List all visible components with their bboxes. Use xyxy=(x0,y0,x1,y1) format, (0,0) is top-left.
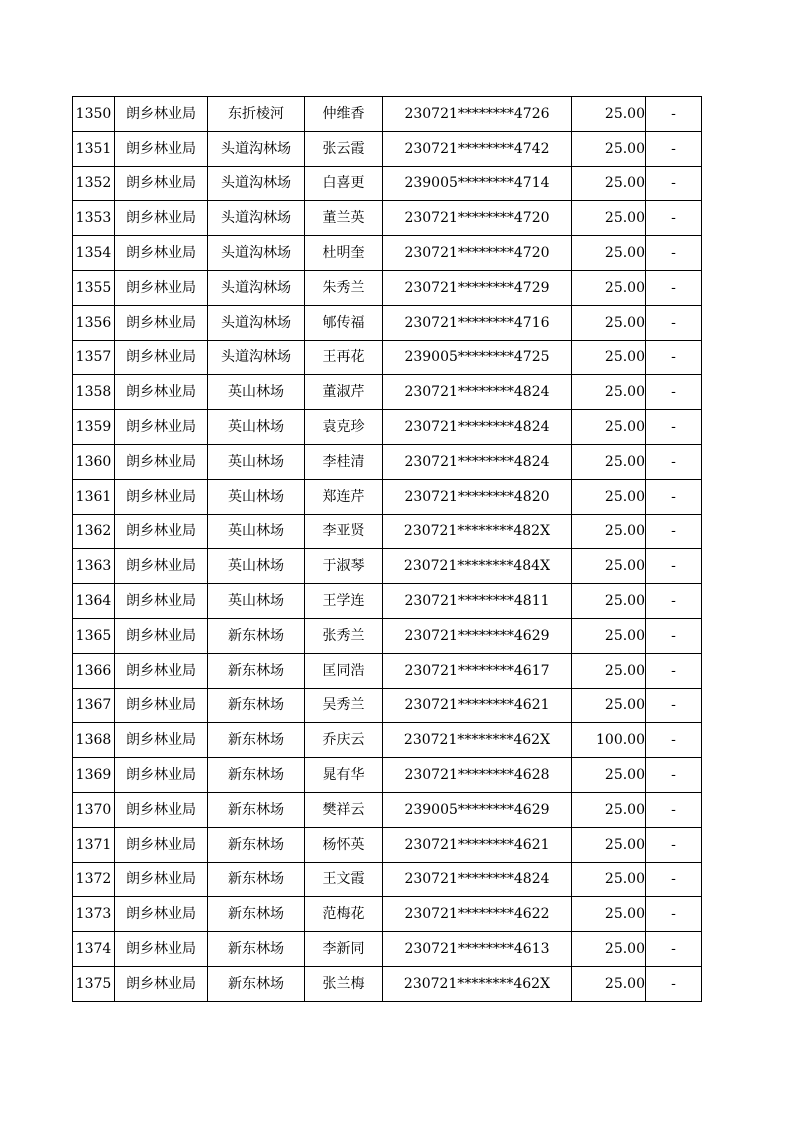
row-remark-cell: - xyxy=(646,897,702,932)
row-name-cell: 仲维香 xyxy=(305,97,383,132)
row-id-cell: 230721********4811 xyxy=(383,584,572,619)
row-amount-cell: 25.00 xyxy=(572,688,646,723)
row-amount-cell: 25.00 xyxy=(572,758,646,793)
row-seq-cell: 1357 xyxy=(73,340,115,375)
row-id-cell: 230721********4622 xyxy=(383,897,572,932)
row-id-cell: 230721********4613 xyxy=(383,932,572,967)
row-id-cell: 230721********4720 xyxy=(383,201,572,236)
row-remark-cell: - xyxy=(646,792,702,827)
row-name-cell: 张兰梅 xyxy=(305,966,383,1001)
row-bureau-cell: 朗乡林业局 xyxy=(115,131,208,166)
row-seq-cell: 1361 xyxy=(73,479,115,514)
row-amount-cell: 25.00 xyxy=(572,270,646,305)
row-name-cell: 王学连 xyxy=(305,584,383,619)
row-name-cell: 乔庆云 xyxy=(305,723,383,758)
row-remark-cell: - xyxy=(646,862,702,897)
row-id-cell: 239005********4629 xyxy=(383,792,572,827)
row-bureau-cell: 朗乡林业局 xyxy=(115,862,208,897)
row-amount-cell: 25.00 xyxy=(572,966,646,1001)
row-farm-cell: 新东林场 xyxy=(208,653,305,688)
row-id-cell: 230721********4729 xyxy=(383,270,572,305)
row-remark-cell: - xyxy=(646,688,702,723)
row-bureau-cell: 朗乡林业局 xyxy=(115,966,208,1001)
row-farm-cell: 头道沟林场 xyxy=(208,131,305,166)
row-name-cell: 匡同浩 xyxy=(305,653,383,688)
row-id-cell: 230721********4726 xyxy=(383,97,572,132)
row-id-cell: 230721********4621 xyxy=(383,827,572,862)
row-id-cell: 230721********484X xyxy=(383,549,572,584)
row-remark-cell: - xyxy=(646,270,702,305)
row-farm-cell: 英山林场 xyxy=(208,444,305,479)
row-seq-cell: 1375 xyxy=(73,966,115,1001)
table-row xyxy=(73,653,702,688)
table-row xyxy=(73,758,702,793)
row-remark-cell: - xyxy=(646,410,702,445)
row-amount-cell: 25.00 xyxy=(572,201,646,236)
row-seq-cell: 1360 xyxy=(73,444,115,479)
table-row xyxy=(73,270,702,305)
row-name-cell: 晁有华 xyxy=(305,758,383,793)
row-seq-cell: 1358 xyxy=(73,375,115,410)
row-id-cell: 230721********4824 xyxy=(383,375,572,410)
row-farm-cell: 英山林场 xyxy=(208,375,305,410)
row-seq-cell: 1371 xyxy=(73,827,115,862)
row-name-cell: 王文霞 xyxy=(305,862,383,897)
row-name-cell: 朱秀兰 xyxy=(305,270,383,305)
row-farm-cell: 新东林场 xyxy=(208,792,305,827)
table-row xyxy=(73,966,702,1001)
table-row xyxy=(73,410,702,445)
row-name-cell: 范梅花 xyxy=(305,897,383,932)
row-name-cell: 李新同 xyxy=(305,932,383,967)
row-bureau-cell: 朗乡林业局 xyxy=(115,792,208,827)
row-amount-cell: 25.00 xyxy=(572,618,646,653)
row-id-cell: 230721********462X xyxy=(383,723,572,758)
row-remark-cell: - xyxy=(646,166,702,201)
table-row xyxy=(73,166,702,201)
row-name-cell: 白喜更 xyxy=(305,166,383,201)
row-bureau-cell: 朗乡林业局 xyxy=(115,723,208,758)
row-farm-cell: 头道沟林场 xyxy=(208,340,305,375)
row-name-cell: 张云霞 xyxy=(305,131,383,166)
row-bureau-cell: 朗乡林业局 xyxy=(115,410,208,445)
table-row xyxy=(73,236,702,271)
row-bureau-cell: 朗乡林业局 xyxy=(115,758,208,793)
row-seq-cell: 1354 xyxy=(73,236,115,271)
row-bureau-cell: 朗乡林业局 xyxy=(115,375,208,410)
row-remark-cell: - xyxy=(646,514,702,549)
records-body xyxy=(73,97,702,1002)
row-bureau-cell: 朗乡林业局 xyxy=(115,201,208,236)
row-amount-cell: 100.00 xyxy=(572,723,646,758)
row-id-cell: 230721********4621 xyxy=(383,688,572,723)
table-row xyxy=(73,932,702,967)
row-remark-cell: - xyxy=(646,97,702,132)
row-seq-cell: 1367 xyxy=(73,688,115,723)
row-remark-cell: - xyxy=(646,479,702,514)
row-seq-cell: 1351 xyxy=(73,131,115,166)
row-seq-cell: 1370 xyxy=(73,792,115,827)
row-farm-cell: 新东林场 xyxy=(208,618,305,653)
row-name-cell: 杨怀英 xyxy=(305,827,383,862)
row-seq-cell: 1356 xyxy=(73,305,115,340)
row-farm-cell: 新东林场 xyxy=(208,758,305,793)
row-id-cell: 230721********4824 xyxy=(383,444,572,479)
row-amount-cell: 25.00 xyxy=(572,444,646,479)
row-seq-cell: 1364 xyxy=(73,584,115,619)
row-seq-cell: 1369 xyxy=(73,758,115,793)
row-id-cell: 230721********4824 xyxy=(383,862,572,897)
row-bureau-cell: 朗乡林业局 xyxy=(115,549,208,584)
row-farm-cell: 新东林场 xyxy=(208,897,305,932)
row-farm-cell: 英山林场 xyxy=(208,549,305,584)
table-row xyxy=(73,618,702,653)
row-seq-cell: 1359 xyxy=(73,410,115,445)
row-farm-cell: 头道沟林场 xyxy=(208,305,305,340)
row-id-cell: 230721********4716 xyxy=(383,305,572,340)
row-amount-cell: 25.00 xyxy=(572,410,646,445)
row-farm-cell: 新东林场 xyxy=(208,966,305,1001)
table-row xyxy=(73,305,702,340)
row-id-cell: 230721********4820 xyxy=(383,479,572,514)
row-seq-cell: 1350 xyxy=(73,97,115,132)
row-amount-cell: 25.00 xyxy=(572,897,646,932)
row-seq-cell: 1368 xyxy=(73,723,115,758)
row-name-cell: 李亚贤 xyxy=(305,514,383,549)
row-seq-cell: 1362 xyxy=(73,514,115,549)
row-id-cell: 230721********482X xyxy=(383,514,572,549)
row-id-cell: 239005********4714 xyxy=(383,166,572,201)
row-remark-cell: - xyxy=(646,549,702,584)
row-bureau-cell: 朗乡林业局 xyxy=(115,932,208,967)
table-row xyxy=(73,584,702,619)
table-row xyxy=(73,827,702,862)
row-id-cell: 230721********4824 xyxy=(383,410,572,445)
row-bureau-cell: 朗乡林业局 xyxy=(115,584,208,619)
row-id-cell: 230721********4628 xyxy=(383,758,572,793)
row-id-cell: 239005********4725 xyxy=(383,340,572,375)
row-name-cell: 袁克珍 xyxy=(305,410,383,445)
row-id-cell: 230721********4617 xyxy=(383,653,572,688)
table-row xyxy=(73,549,702,584)
row-name-cell: 樊祥云 xyxy=(305,792,383,827)
table-row xyxy=(73,514,702,549)
row-amount-cell: 25.00 xyxy=(572,340,646,375)
row-farm-cell: 英山林场 xyxy=(208,584,305,619)
row-remark-cell: - xyxy=(646,305,702,340)
row-bureau-cell: 朗乡林业局 xyxy=(115,340,208,375)
row-remark-cell: - xyxy=(646,966,702,1001)
row-name-cell: 杜明奎 xyxy=(305,236,383,271)
row-amount-cell: 25.00 xyxy=(572,549,646,584)
row-seq-cell: 1365 xyxy=(73,618,115,653)
row-remark-cell: - xyxy=(646,236,702,271)
row-remark-cell: - xyxy=(646,618,702,653)
row-name-cell: 董兰英 xyxy=(305,201,383,236)
row-bureau-cell: 朗乡林业局 xyxy=(115,305,208,340)
row-amount-cell: 25.00 xyxy=(572,514,646,549)
row-remark-cell: - xyxy=(646,201,702,236)
row-name-cell: 王再花 xyxy=(305,340,383,375)
row-bureau-cell: 朗乡林业局 xyxy=(115,897,208,932)
row-seq-cell: 1353 xyxy=(73,201,115,236)
row-name-cell: 董淑芹 xyxy=(305,375,383,410)
row-name-cell: 张秀兰 xyxy=(305,618,383,653)
row-amount-cell: 25.00 xyxy=(572,305,646,340)
row-amount-cell: 25.00 xyxy=(572,236,646,271)
row-bureau-cell: 朗乡林业局 xyxy=(115,97,208,132)
row-bureau-cell: 朗乡林业局 xyxy=(115,653,208,688)
row-id-cell: 230721********4629 xyxy=(383,618,572,653)
records-table xyxy=(72,96,702,1002)
row-name-cell: 吴秀兰 xyxy=(305,688,383,723)
row-farm-cell: 新东林场 xyxy=(208,862,305,897)
table-row xyxy=(73,897,702,932)
row-seq-cell: 1363 xyxy=(73,549,115,584)
row-amount-cell: 25.00 xyxy=(572,375,646,410)
row-amount-cell: 25.00 xyxy=(572,166,646,201)
row-bureau-cell: 朗乡林业局 xyxy=(115,688,208,723)
row-amount-cell: 25.00 xyxy=(572,584,646,619)
row-amount-cell: 25.00 xyxy=(572,653,646,688)
row-seq-cell: 1355 xyxy=(73,270,115,305)
row-remark-cell: - xyxy=(646,653,702,688)
row-amount-cell: 25.00 xyxy=(572,827,646,862)
row-amount-cell: 25.00 xyxy=(572,862,646,897)
table-row xyxy=(73,375,702,410)
row-farm-cell: 头道沟林场 xyxy=(208,270,305,305)
row-remark-cell: - xyxy=(646,444,702,479)
row-farm-cell: 新东林场 xyxy=(208,932,305,967)
row-bureau-cell: 朗乡林业局 xyxy=(115,618,208,653)
table-row xyxy=(73,688,702,723)
table-row xyxy=(73,97,702,132)
row-remark-cell: - xyxy=(646,758,702,793)
row-farm-cell: 英山林场 xyxy=(208,479,305,514)
row-remark-cell: - xyxy=(646,932,702,967)
row-farm-cell: 头道沟林场 xyxy=(208,236,305,271)
row-farm-cell: 新东林场 xyxy=(208,827,305,862)
row-seq-cell: 1373 xyxy=(73,897,115,932)
row-farm-cell: 头道沟林场 xyxy=(208,201,305,236)
row-farm-cell: 新东林场 xyxy=(208,723,305,758)
row-remark-cell: - xyxy=(646,827,702,862)
table-row xyxy=(73,131,702,166)
row-farm-cell: 英山林场 xyxy=(208,514,305,549)
row-bureau-cell: 朗乡林业局 xyxy=(115,444,208,479)
row-farm-cell: 新东林场 xyxy=(208,688,305,723)
row-seq-cell: 1366 xyxy=(73,653,115,688)
table-row xyxy=(73,723,702,758)
row-bureau-cell: 朗乡林业局 xyxy=(115,270,208,305)
row-bureau-cell: 朗乡林业局 xyxy=(115,166,208,201)
row-seq-cell: 1352 xyxy=(73,166,115,201)
table-row xyxy=(73,479,702,514)
row-bureau-cell: 朗乡林业局 xyxy=(115,236,208,271)
row-amount-cell: 25.00 xyxy=(572,479,646,514)
row-farm-cell: 头道沟林场 xyxy=(208,166,305,201)
row-id-cell: 230721********4720 xyxy=(383,236,572,271)
row-bureau-cell: 朗乡林业局 xyxy=(115,514,208,549)
table-row xyxy=(73,201,702,236)
row-remark-cell: - xyxy=(646,340,702,375)
row-remark-cell: - xyxy=(646,131,702,166)
row-id-cell: 230721********4742 xyxy=(383,131,572,166)
row-bureau-cell: 朗乡林业局 xyxy=(115,827,208,862)
row-name-cell: 郇传福 xyxy=(305,305,383,340)
row-remark-cell: - xyxy=(646,584,702,619)
table-row xyxy=(73,444,702,479)
row-seq-cell: 1374 xyxy=(73,932,115,967)
row-amount-cell: 25.00 xyxy=(572,131,646,166)
row-remark-cell: - xyxy=(646,375,702,410)
row-id-cell: 230721********462X xyxy=(383,966,572,1001)
row-seq-cell: 1372 xyxy=(73,862,115,897)
table-row xyxy=(73,340,702,375)
row-amount-cell: 25.00 xyxy=(572,932,646,967)
table-row xyxy=(73,792,702,827)
row-remark-cell: - xyxy=(646,723,702,758)
table-row xyxy=(73,862,702,897)
row-farm-cell: 东折棱河 xyxy=(208,97,305,132)
row-amount-cell: 25.00 xyxy=(572,792,646,827)
row-amount-cell: 25.00 xyxy=(572,97,646,132)
row-name-cell: 李桂清 xyxy=(305,444,383,479)
row-bureau-cell: 朗乡林业局 xyxy=(115,479,208,514)
row-name-cell: 郑连芹 xyxy=(305,479,383,514)
row-farm-cell: 英山林场 xyxy=(208,410,305,445)
row-name-cell: 于淑琴 xyxy=(305,549,383,584)
